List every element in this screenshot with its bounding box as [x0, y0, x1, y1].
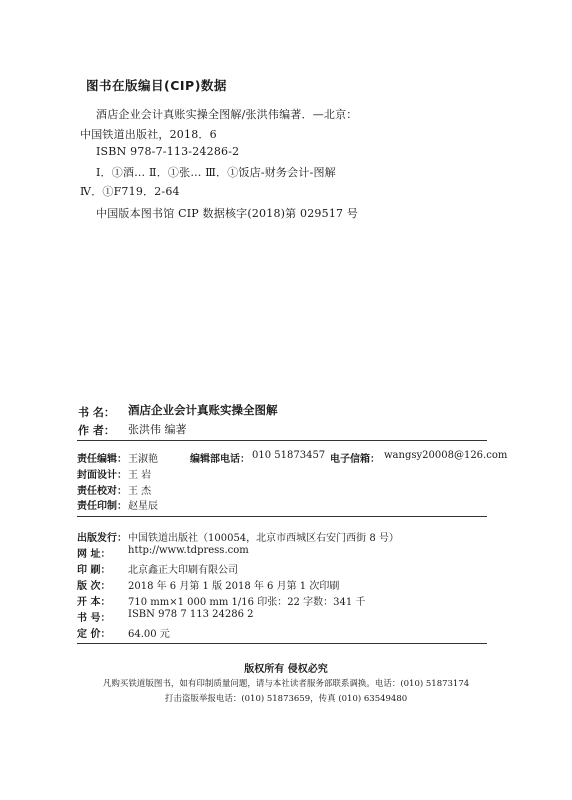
printing-supervisor-value: 赵星辰	[128, 501, 158, 512]
author-label: 作 者：	[78, 424, 115, 437]
format-value: 710 mm×1 000 mm 1/16 印张：22 字数：341 千	[128, 597, 366, 608]
website-label: 网 址：	[77, 549, 111, 560]
rights-reserved: 版权所有 侵权必究	[244, 664, 328, 675]
editor-value: 王淑艳	[128, 454, 158, 465]
cip-line-classification: Ⅰ．①酒… Ⅱ．①张… Ⅲ．①饭店-财务会计-图解	[96, 166, 336, 179]
publisher-value: 中国铁道出版社（100054，北京市西城区右安门西街 8 号）	[128, 533, 399, 544]
isbn-label: 书 号：	[77, 613, 111, 624]
price-label: 定 价：	[77, 629, 111, 640]
cip-line-isbn: ISBN 978-7-113-24286-2	[96, 145, 240, 158]
cip-line-1: 酒店企业会计真账实操全图解/张洪伟编著．—北京：	[96, 108, 358, 121]
piracy-hotline: 打击盗版举报电话：(010) 51873659，传真 (010) 63549480	[164, 694, 408, 704]
email-label: 电子信箱：	[330, 454, 380, 465]
price-value: 64.00 元	[128, 629, 170, 640]
phone-value: 010 51873457	[252, 450, 326, 461]
printer-label: 印 刷：	[77, 565, 111, 576]
book-title-value: 酒店企业会计真账实操全图解	[128, 403, 278, 417]
edition-value: 2018 年 6 月第 1 版 2018 年 6 月第 1 次印刷	[128, 581, 340, 592]
format-label: 开 本：	[77, 597, 111, 608]
email-value: wangsy20008@126.com	[384, 450, 508, 461]
divider-middle	[77, 516, 487, 517]
publisher-label: 出版发行：	[77, 533, 127, 544]
book-title-label: 书 名：	[78, 406, 115, 419]
isbn-value: ISBN 978 7 113 24286 2	[128, 609, 254, 620]
quality-notice: 凡购买铁道版图书，如有印制质量问题，请与本社读者服务部联系调换。电话：(010) 51873174	[102, 679, 470, 689]
author-value: 张洪伟 编著	[128, 423, 187, 436]
proofreader-label: 责任校对：	[77, 486, 127, 497]
cip-line-class-number: Ⅳ．①F719．2-64	[80, 185, 180, 198]
cip-line-record: 中国版本图书馆 CIP 数据核字(2018)第 029517 号	[96, 207, 359, 220]
editor-label: 责任编辑：	[77, 454, 127, 465]
cover-design-value: 王 岩	[128, 470, 152, 481]
cip-title: 图书在版编目(CIP)数据	[86, 78, 227, 93]
divider-top	[77, 440, 487, 441]
divider-bottom	[77, 643, 487, 644]
printer-value: 北京鑫正大印刷有限公司	[128, 565, 238, 576]
phone-label: 编辑部电话：	[190, 454, 250, 465]
website-value: http://www.tdpress.com	[128, 545, 249, 556]
edition-label: 版 次：	[77, 581, 111, 592]
cip-line-2: 中国铁道出版社，2018．6	[80, 128, 217, 141]
printing-supervisor-label: 责任印制：	[77, 501, 127, 512]
proofreader-value: 王 杰	[128, 486, 152, 497]
cover-design-label: 封面设计：	[77, 470, 127, 481]
